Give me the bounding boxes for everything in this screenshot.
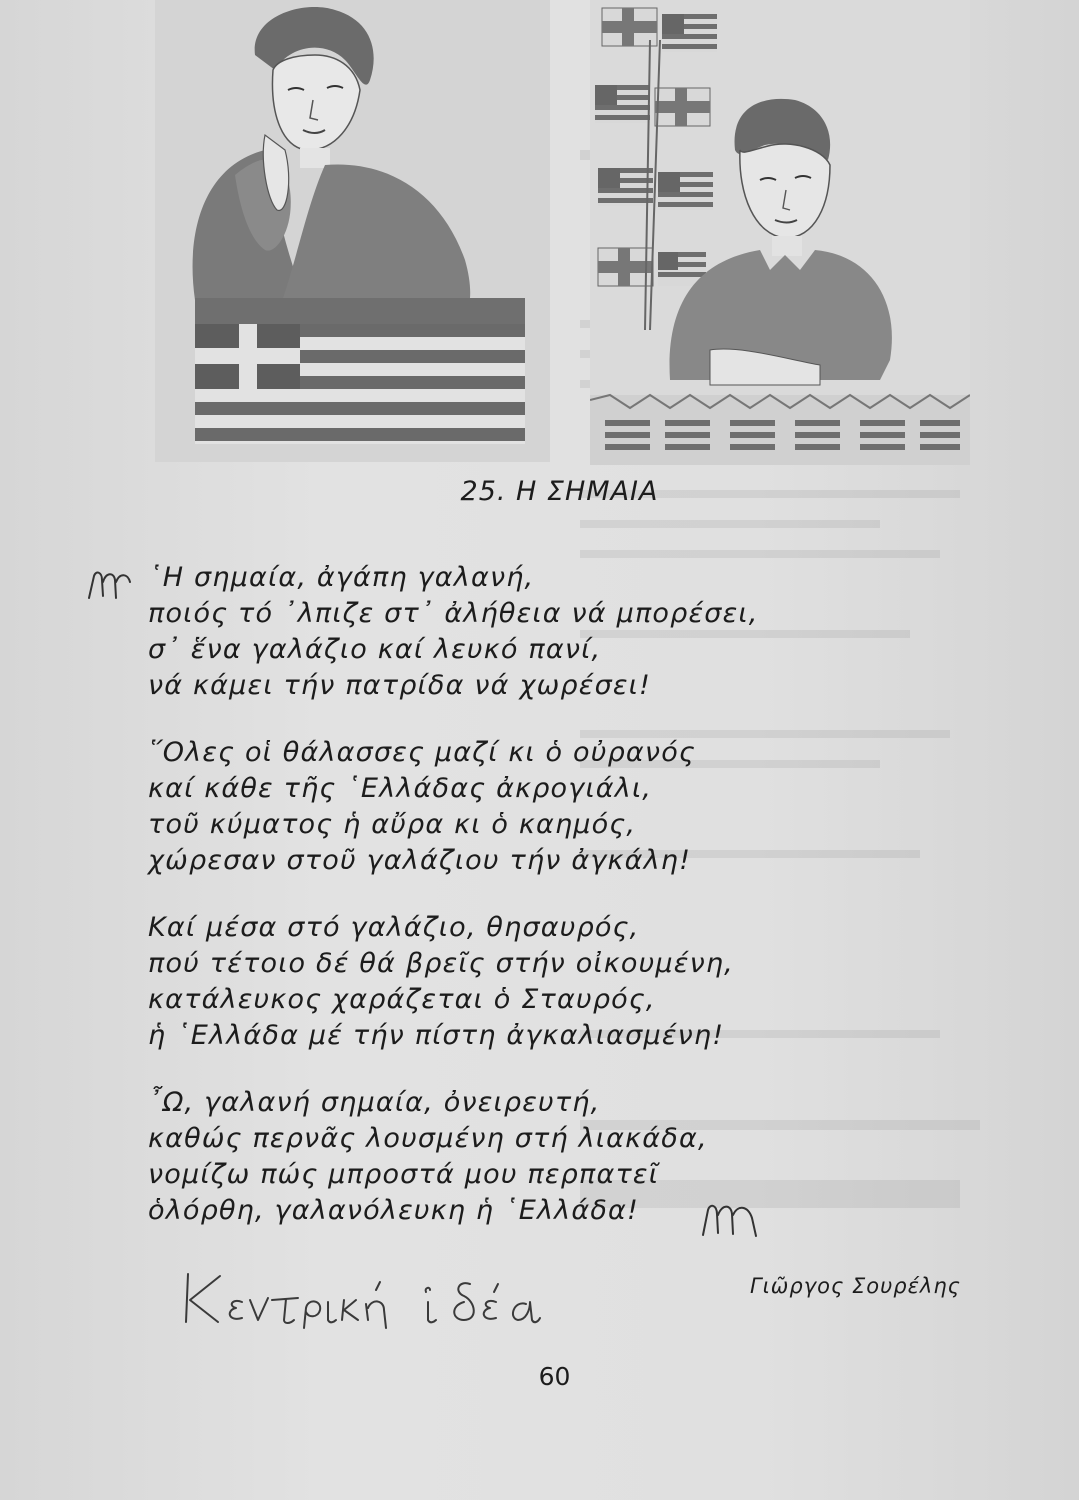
poem-line: καθώς περνᾶς λουσμένη στή λιακάδα, <box>148 1123 708 1154</box>
woman-illustration <box>155 0 550 462</box>
poem-author: Γιῶργος Σουρέλης <box>749 1274 961 1298</box>
poem-title: 25. Η ΣΗΜΑΙΑ <box>460 476 659 507</box>
poem-line: ἡ ῾Ελλάδα μέ τήν πίστη ἀγκαλιασμένη! <box>148 1020 725 1051</box>
handwritten-note <box>180 1262 550 1332</box>
poem-line: σ᾿ ἕνα γαλάζιο καί λευκό πανί, <box>148 634 602 665</box>
poem-line: ὁλόρθη, γαλανόλευκη ἡ ῾Ελλάδα! <box>148 1195 640 1226</box>
greek-flag-drape <box>195 324 525 444</box>
poem-line: ῏Ω, γαλανή σημαία, ὀνειρευτή, <box>148 1087 601 1118</box>
poem-line: πού τέτοιο δέ θά βρεῖς στήν οἰκουμένη, <box>148 948 734 979</box>
poem-line: τοῦ κύματος ἡ αὔρα κι ὁ καημός, <box>148 809 637 840</box>
poem-line: νομίζω πώς μπροστά μου περπατεῖ <box>148 1159 660 1190</box>
poem-line: νά κάμει τήν πατρίδα νά χωρέσει! <box>148 670 652 701</box>
stanza <box>148 910 968 1054</box>
poem-line: ῞Ολες οἱ θάλασσες μαζί κι ὁ οὐρανός <box>148 737 696 768</box>
poem-body <box>148 560 968 1260</box>
poem-line: Καί μέσα στό γαλάζιο, θησαυρός, <box>148 912 640 943</box>
handwritten-m-mark-start <box>86 568 138 602</box>
poem-line: ποιός τό ᾿λπιζε στ᾿ ἀλήθεια νά μπορέσει, <box>148 598 759 629</box>
stanza <box>148 1085 968 1229</box>
stanza <box>148 560 968 704</box>
boy-with-flags-illustration <box>590 0 970 465</box>
stanza <box>148 735 968 879</box>
page-number: 60 <box>538 1362 571 1391</box>
poem-line: κατάλευκος χαράζεται ὁ Σταυρός, <box>148 984 656 1015</box>
bunting-flags <box>590 395 970 465</box>
poem-line: χώρεσαν στοῦ γαλάζιου τήν ἀγκάλη! <box>148 845 692 876</box>
poem-line: ῾Η σημαία, ἀγάπη γαλανή, <box>148 562 535 593</box>
poem-line: καί κάθε τῆς ῾Ελλάδας ἀκρογιάλι, <box>148 773 653 804</box>
